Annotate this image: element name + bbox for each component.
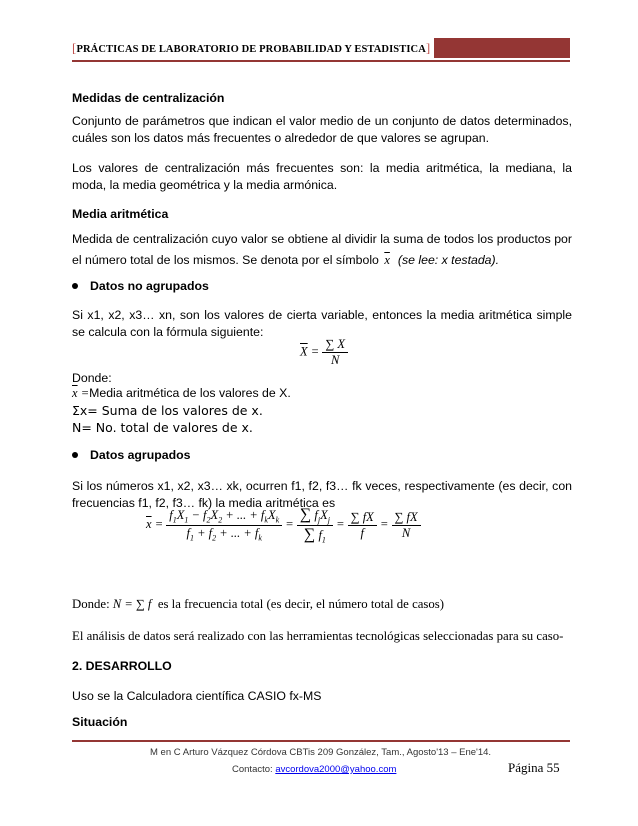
paragraph-calculadora: Uso se la Calculadora científica CASIO fx-MS [72, 689, 322, 703]
header-title: PRÁCTICAS DE LABORATORIO DE PROBABILIDAD Y ESTADISTICA [76, 44, 426, 55]
running-header: [PRÁCTICAS DE LABORATORIO DE PROBABILIDAD Y ESTADISTICA] [72, 40, 431, 55]
page-number: Página 55 [508, 760, 560, 775]
header-rule [72, 60, 570, 62]
section-heading-situacion: Situación [72, 715, 128, 729]
paragraph-media-def: Medida de centralización cuyo valor se obtiene al dividir la suma de todos los productos por el número total de los mismos. Se denota por el símbolo $\overline{x}$ (se lee: x testada). [72, 232, 572, 267]
footer-contact: Contacto: avcordova2000@yahoo.com [232, 764, 397, 775]
bullet-icon [72, 452, 78, 458]
paragraph-centralizacion-def: Conjunto de parámetros que indican el valor medio de un conjunto de datos determinados, cuáles son los datos más frecuentes o alrededor de que valores se agrupan. [72, 114, 572, 145]
formula-simple-mean: $\overline{X}$ = $\frac{\sum X}{N}$ [300, 337, 348, 368]
bullet-agrupados: Datos agrupados [72, 448, 190, 462]
paragraph-donde-n: Donde: N = ∑ f es la frecuencia total (es decir, el número total de casos) [72, 597, 445, 611]
paragraph-analisis: El análisis de datos será realizado con las herramientas tecnológicas seleccionadas para su caso- [72, 629, 564, 643]
def-total: N= No. total de valores de x. [72, 420, 253, 435]
footer-rule [72, 740, 570, 742]
header-accent-bar [434, 38, 570, 58]
footer-author: M en C Arturo Vázquez Córdova CBTis 209 González, Tam., Agosto'13 – Ene'14. [150, 747, 492, 758]
bullet-no-agrupados: Datos no agrupados [72, 279, 209, 293]
def-media: $\overline{x}$ =Media aritmética de los valores de X. [72, 386, 291, 400]
formula-weighted-mean: $\overline{x}$ = $\frac{f_1X_1 - f_2X_2 + ... + f_kX_k}{f_1 + f_2 + ... + f_k}$ = $\frac{\sum f_jX_j}{\sum f_1}$ = $\frac{\sum fX}{f}$ = $\frac{\sum fX}{N}$ [146, 506, 421, 544]
label-donde: Donde: [72, 371, 112, 385]
paragraph-agrupados: Si los números x1, x2, x3… xk, ocurren f1, f2, f3… fk veces, respectivamente (es decir, con frecuencias f1, f2, f3… fk) la media aritmética es [72, 479, 572, 510]
def-suma: Σx= Suma de los valores de x. [72, 403, 263, 418]
section-heading-media: Media aritmética [72, 207, 169, 221]
section-heading-desarrollo: 2. DESARROLLO [72, 659, 172, 673]
email-link[interactable]: avcordova2000@yahoo.com [275, 764, 397, 775]
paragraph-no-agrupados: Si x1, x2, x3… xn, son los valores de cierta variable, entonces la media aritmética simple se calcula con la fórmula siguiente: [72, 308, 572, 339]
paragraph-centralizacion-valores: Los valores de centralización más frecuentes son: la media aritmética, la mediana, la moda, la media geométrica y la media armónica. [72, 161, 572, 192]
section-heading-centralizacion: Medidas de centralización [72, 91, 225, 105]
bullet-icon [72, 283, 78, 289]
